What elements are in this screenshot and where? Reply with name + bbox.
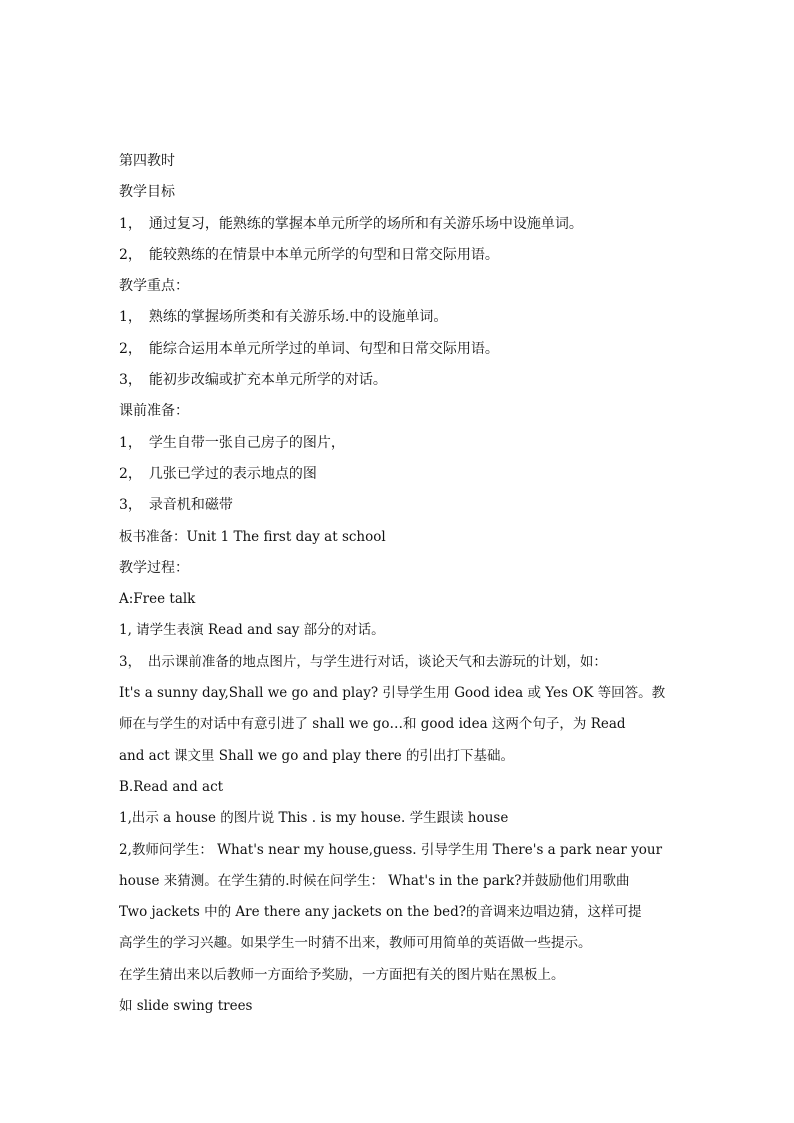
section-heading-objectives: 教学目标: [119, 184, 175, 201]
key-point-item: 1， 熟练的掌握场所类和有关游乐场.中的设施单词。: [119, 309, 448, 326]
process-paragraph-line: 3， 出示课前准备的地点图片，与学生进行对话，谈论天气和去游玩的计划，如：: [119, 653, 607, 670]
preparation-item: 1， 学生自带一张自己房子的图片，: [119, 434, 345, 451]
blackboard-preparation: 板书准备：Unit 1 The first day at school: [119, 528, 386, 545]
process-paragraph-line: 1,出示 a house 的图片说 This . is my house. 学生跟读 house: [119, 810, 509, 827]
lesson-title: 第四教时: [119, 153, 175, 169]
step-heading-read-and-act: B.Read and act: [119, 778, 224, 795]
process-paragraph-line: 1, 请学生表演 Read and say 部分的对话。: [119, 622, 385, 639]
process-paragraph-line: and act 课文里 Shall we go and play there 的引出打下基础。: [119, 747, 515, 764]
process-paragraph-line: house 来猜测。在学生猜的.时候在问学生： What's in the park?并鼓励他们用歌曲: [119, 872, 630, 889]
document-page: [119, 146, 679, 1022]
key-point-item: 3， 能初步改编或扩充本单元所学的对话。: [119, 372, 387, 389]
process-paragraph-line: 如 slide swing trees: [119, 998, 253, 1015]
objective-item: 1， 通过复习，能熟练的掌握本单元所学的场所和有关游乐场中设施单词。: [119, 215, 583, 232]
step-heading-free-talk: A:Free talk: [119, 591, 196, 608]
process-paragraph-line: 在学生猜出来以后教师一方面给予奖励，一方面把有关的图片贴在黑板上。: [119, 966, 565, 983]
process-paragraph-line: It's a sunny day,Shall we go and play? 引导学生用 Good idea 或 Yes OK 等回答。教: [119, 685, 666, 702]
key-point-item: 2， 能综合运用本单元所学过的单词、句型和日常交际用语。: [119, 340, 499, 357]
process-paragraph-line: Two jackets 中的 Are there any jackets on the bed?的音调来边唱边猜，这样可提: [119, 904, 642, 921]
preparation-item: 2， 几张已学过的表示地点的图: [119, 465, 317, 482]
section-heading-process: 教学过程：: [119, 559, 189, 576]
objective-item: 2， 能较熟练的在情景中本单元所学的句型和日常交际用语。: [119, 246, 499, 263]
section-heading-preparation: 课前准备：: [119, 403, 189, 420]
process-paragraph-line: 师在与学生的对话中有意引进了 shall we go…和 good idea 这两个句子，为 Read: [119, 716, 626, 733]
process-paragraph-line: 高学生的学习兴趣。如果学生一时猜不出来，教师可用简单的英语做一些提示。: [119, 935, 592, 952]
section-heading-key-points: 教学重点：: [119, 278, 189, 295]
process-paragraph-line: 2,教师问学生： What's near my house,guess. 引导学生用 There's a park near your: [119, 841, 663, 858]
preparation-item: 3， 录音机和磁带: [119, 497, 233, 514]
